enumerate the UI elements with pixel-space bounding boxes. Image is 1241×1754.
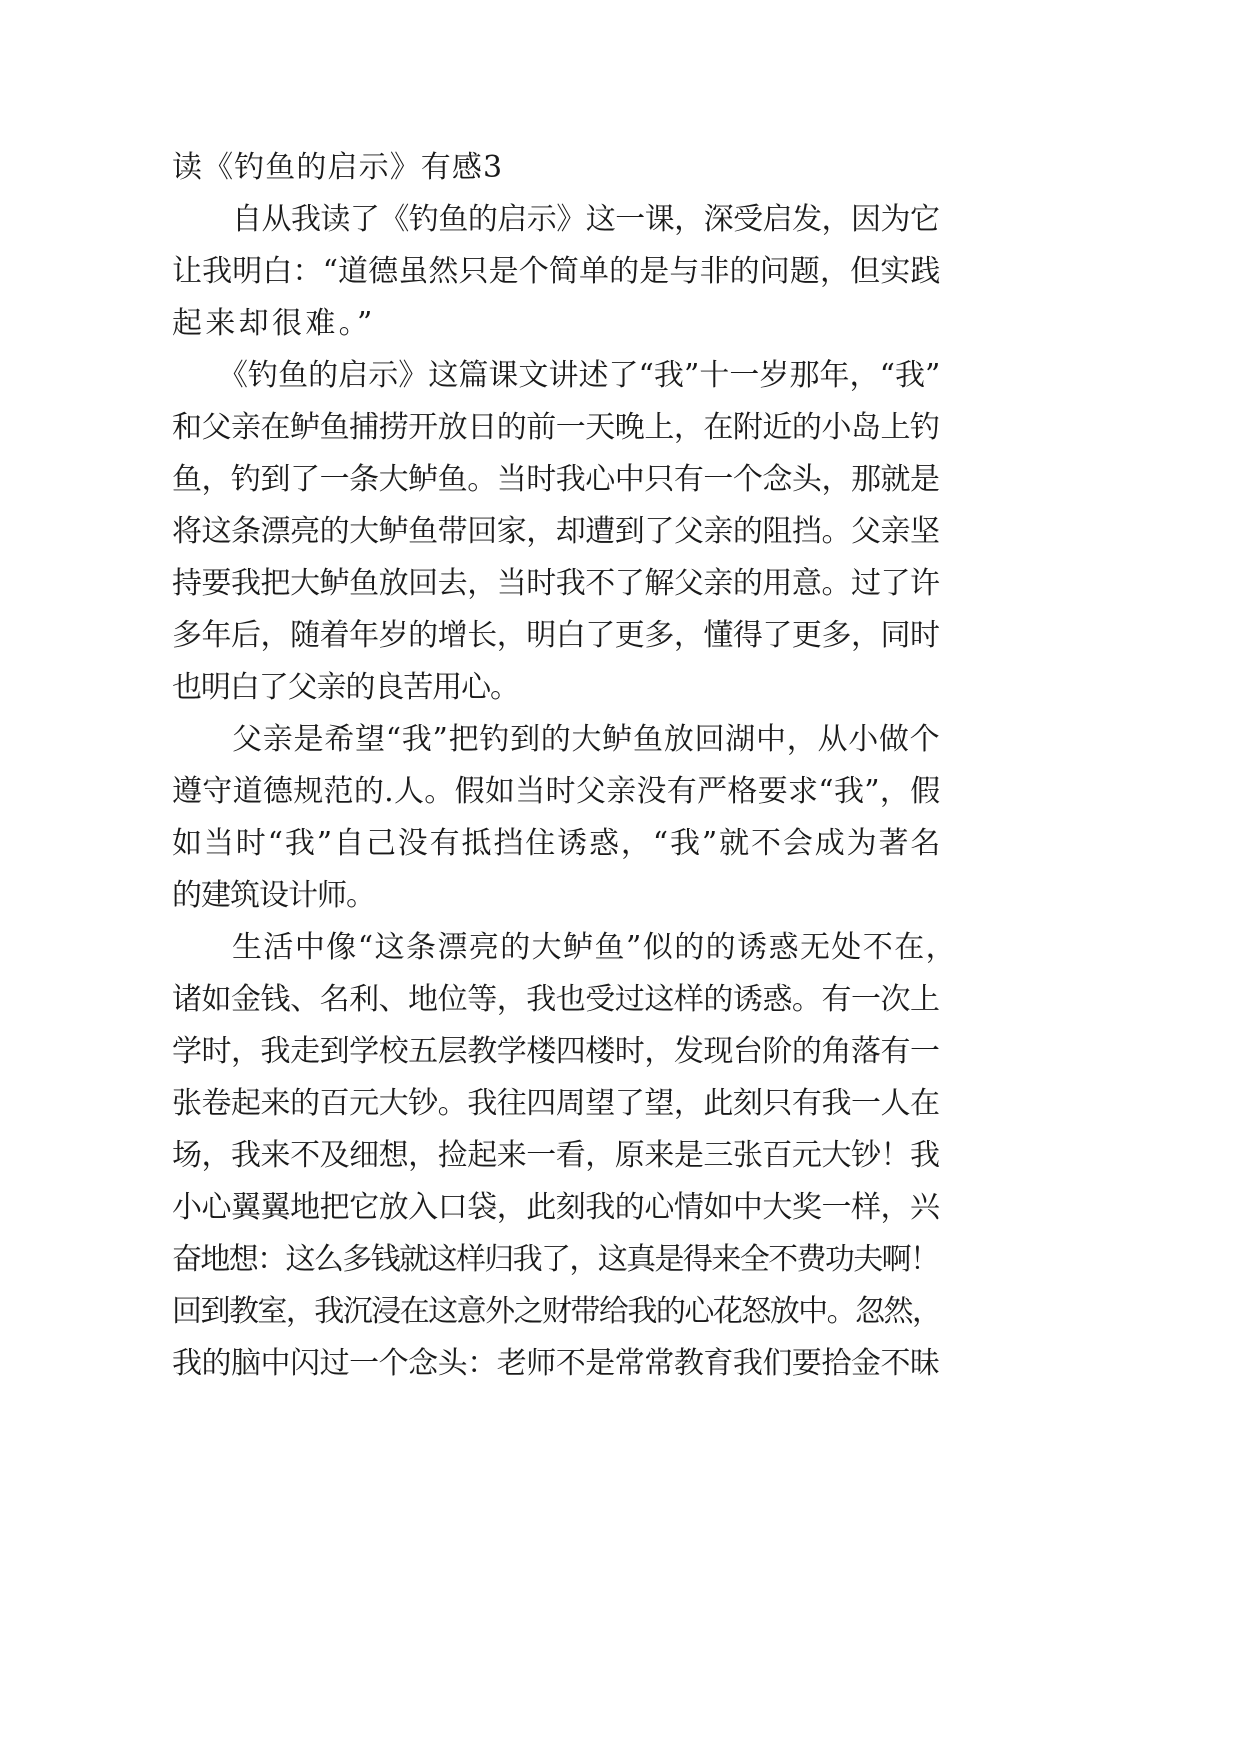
text-line: 张卷起来的百元大钞。我往四周望了望，此刻只有我一人在 [172,1086,940,1121]
text-line: 回到教室，我沉浸在这意外之财带给我的心花怒放中。忽然， [172,1294,941,1329]
text-line: 遵守道德规范的.人。假如当时父亲没有严格要求“我”，假 [172,774,941,809]
text-line: 和父亲在鲈鱼捕捞开放日的前一天晚上，在附近的小岛上钓 [172,410,940,445]
text-line: 生活中像“这条漂亮的大鲈鱼”似的的诱惑无处不在， [232,930,958,965]
text-line: 持要我把大鲈鱼放回去，当时我不了解父亲的用意。过了许 [172,566,940,601]
text-line: 将这条漂亮的大鲈鱼带回家，却遭到了父亲的阻挡。父亲坚 [172,514,940,549]
text-line: 鱼，钓到了一条大鲈鱼。当时我心中只有一个念头，那就是 [172,462,940,497]
text-line: 的建筑设计师。 [172,878,375,913]
document-title: 读《钓鱼的启示》有感3 [172,150,504,185]
text-line: 如当时“我”自己没有抵挡住诱惑，“我”就不会成为著名 [172,826,943,861]
text-line: 自从我读了《钓鱼的启示》这一课，深受启发，因为它 [232,202,940,237]
text-line: 学时，我走到学校五层教学楼四楼时，发现台阶的角落有一 [172,1034,940,1069]
text-line: 诸如金钱、名利、地位等，我也受过这样的诱惑。有一次上 [172,982,940,1017]
text-line: 小心翼翼地把它放入口袋，此刻我的心情如中大奖一样，兴 [172,1190,940,1225]
text-line: 场，我来不及细想，捡起来一看，原来是三张百元大钞！我 [172,1138,940,1173]
text-line: 我的脑中闪过一个念头：老师不是常常教育我们要拾金不昧 [172,1346,940,1381]
text-line: 奋地想：这么多钱就这样归我了，这真是得来全不费功夫啊！ [172,1242,939,1277]
text-line: 《钓鱼的启示》这篇课文讲述了“我”十一岁那年，“我” [218,358,941,393]
text-line: 多年后，随着年岁的增长，明白了更多，懂得了更多，同时 [172,618,940,653]
text-line: 起来却很难。” [172,306,376,341]
text-line: 父亲是希望“我”把钓到的大鲈鱼放回湖中，从小做个 [232,722,941,757]
text-line: 也明白了父亲的良苦用心。 [172,670,519,705]
text-line: 让我明白：“道德虽然只是个简单的是与非的问题，但实践 [172,254,941,289]
